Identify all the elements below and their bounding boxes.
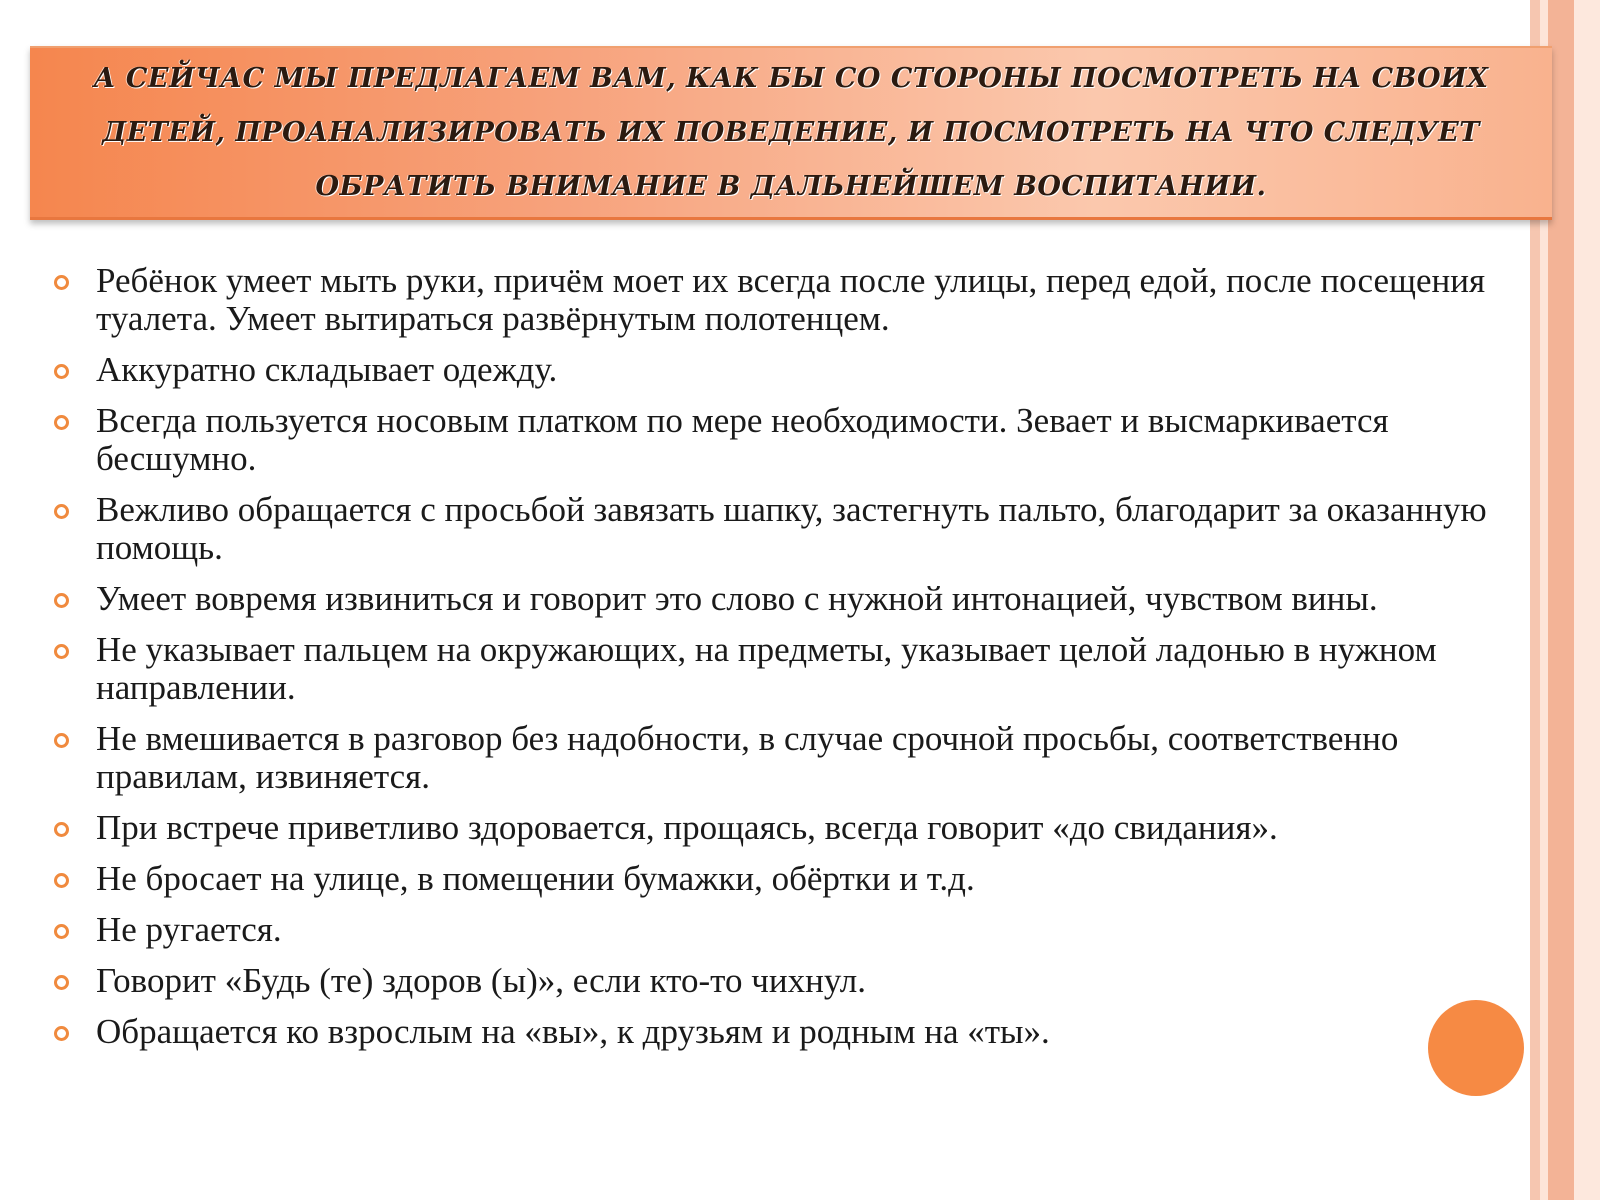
list-item bbox=[48, 911, 1498, 949]
list-item-text: Не вмешивается в разговор без надобности, в случае срочной просьбы, соответственно правилам, извиняется. bbox=[96, 719, 1399, 796]
list-item-text: Не указывает пальцем на окружающих, на предметы, указывает целой ладонью в нужном направлении. bbox=[96, 630, 1437, 707]
bullet-list bbox=[48, 262, 1498, 1064]
list-item bbox=[48, 351, 1498, 389]
title-banner bbox=[30, 46, 1552, 220]
list-item-text: Не бросает на улице, в помещении бумажки, обёртки и т.д. bbox=[96, 859, 975, 898]
list-item bbox=[48, 860, 1498, 898]
ring-bullet-icon bbox=[54, 733, 69, 748]
orange-circle-decoration bbox=[1428, 1000, 1524, 1096]
ring-bullet-icon bbox=[54, 275, 69, 290]
ring-bullet-icon bbox=[54, 873, 69, 888]
list-item-text: При встрече приветливо здоровается, прощаясь, всегда говорит «до свидания». bbox=[96, 808, 1278, 847]
ring-bullet-icon bbox=[54, 504, 69, 519]
list-item bbox=[48, 1013, 1498, 1051]
slide-title: А СЕЙЧАС МЫ ПРЕДЛАГАЕМ ВАМ, КАК БЫ СО СТОРОНЫ ПОСМОТРЕТЬ НА СВОИХ ДЕТЕЙ, ПРОАНАЛИЗИРОВАТЬ ИХ ПОВЕДЕНИЕ, И ПОСМОТРЕТЬ НА ЧТО СЛЕДУЕТ ОБРАТИТЬ ВНИМАНИЕ В ДАЛЬНЕЙШЕМ ВОСПИТАНИИ. bbox=[93, 62, 1489, 202]
list-item-text: Ребёнок умеет мыть руки, причём моет их всегда после улицы, перед едой, после посещения туалета. Умеет вытираться развёрнутым полотенцем. bbox=[96, 261, 1486, 338]
ring-bullet-icon bbox=[54, 364, 69, 379]
list-item bbox=[48, 631, 1498, 707]
list-item bbox=[48, 720, 1498, 796]
list-item bbox=[48, 580, 1498, 618]
list-item-text: Умеет вовремя извиниться и говорит это слово с нужной интонацией, чувством вины. bbox=[96, 579, 1378, 618]
list-item-text: Аккуратно складывает одежду. bbox=[96, 350, 558, 389]
list-item bbox=[48, 402, 1498, 478]
ring-bullet-icon bbox=[54, 593, 69, 608]
list-item-text: Вежливо обращается с просьбой завязать шапку, застегнуть пальто, благодарит за оказанную помощь. bbox=[96, 490, 1487, 567]
ring-bullet-icon bbox=[54, 975, 69, 990]
list-item bbox=[48, 262, 1498, 338]
list-item-text: Говорит «Будь (те) здоров (ы)», если кто-то чихнул. bbox=[96, 961, 866, 1000]
list-item bbox=[48, 491, 1498, 567]
ring-bullet-icon bbox=[54, 924, 69, 939]
list-item-text: Всегда пользуется носовым платком по мере необходимости. Зевает и высмаркивается бесшумно. bbox=[96, 401, 1389, 478]
ring-bullet-icon bbox=[54, 822, 69, 837]
right-stripe-peach bbox=[1574, 0, 1600, 1200]
list-item bbox=[48, 962, 1498, 1000]
list-item bbox=[48, 809, 1498, 847]
ring-bullet-icon bbox=[54, 415, 69, 430]
list-item-text: Обращается ко взрослым на «вы», к друзьям и родным на «ты». bbox=[96, 1012, 1050, 1051]
ring-bullet-icon bbox=[54, 644, 69, 659]
ring-bullet-icon bbox=[54, 1026, 69, 1041]
list-item-text: Не ругается. bbox=[96, 910, 282, 949]
